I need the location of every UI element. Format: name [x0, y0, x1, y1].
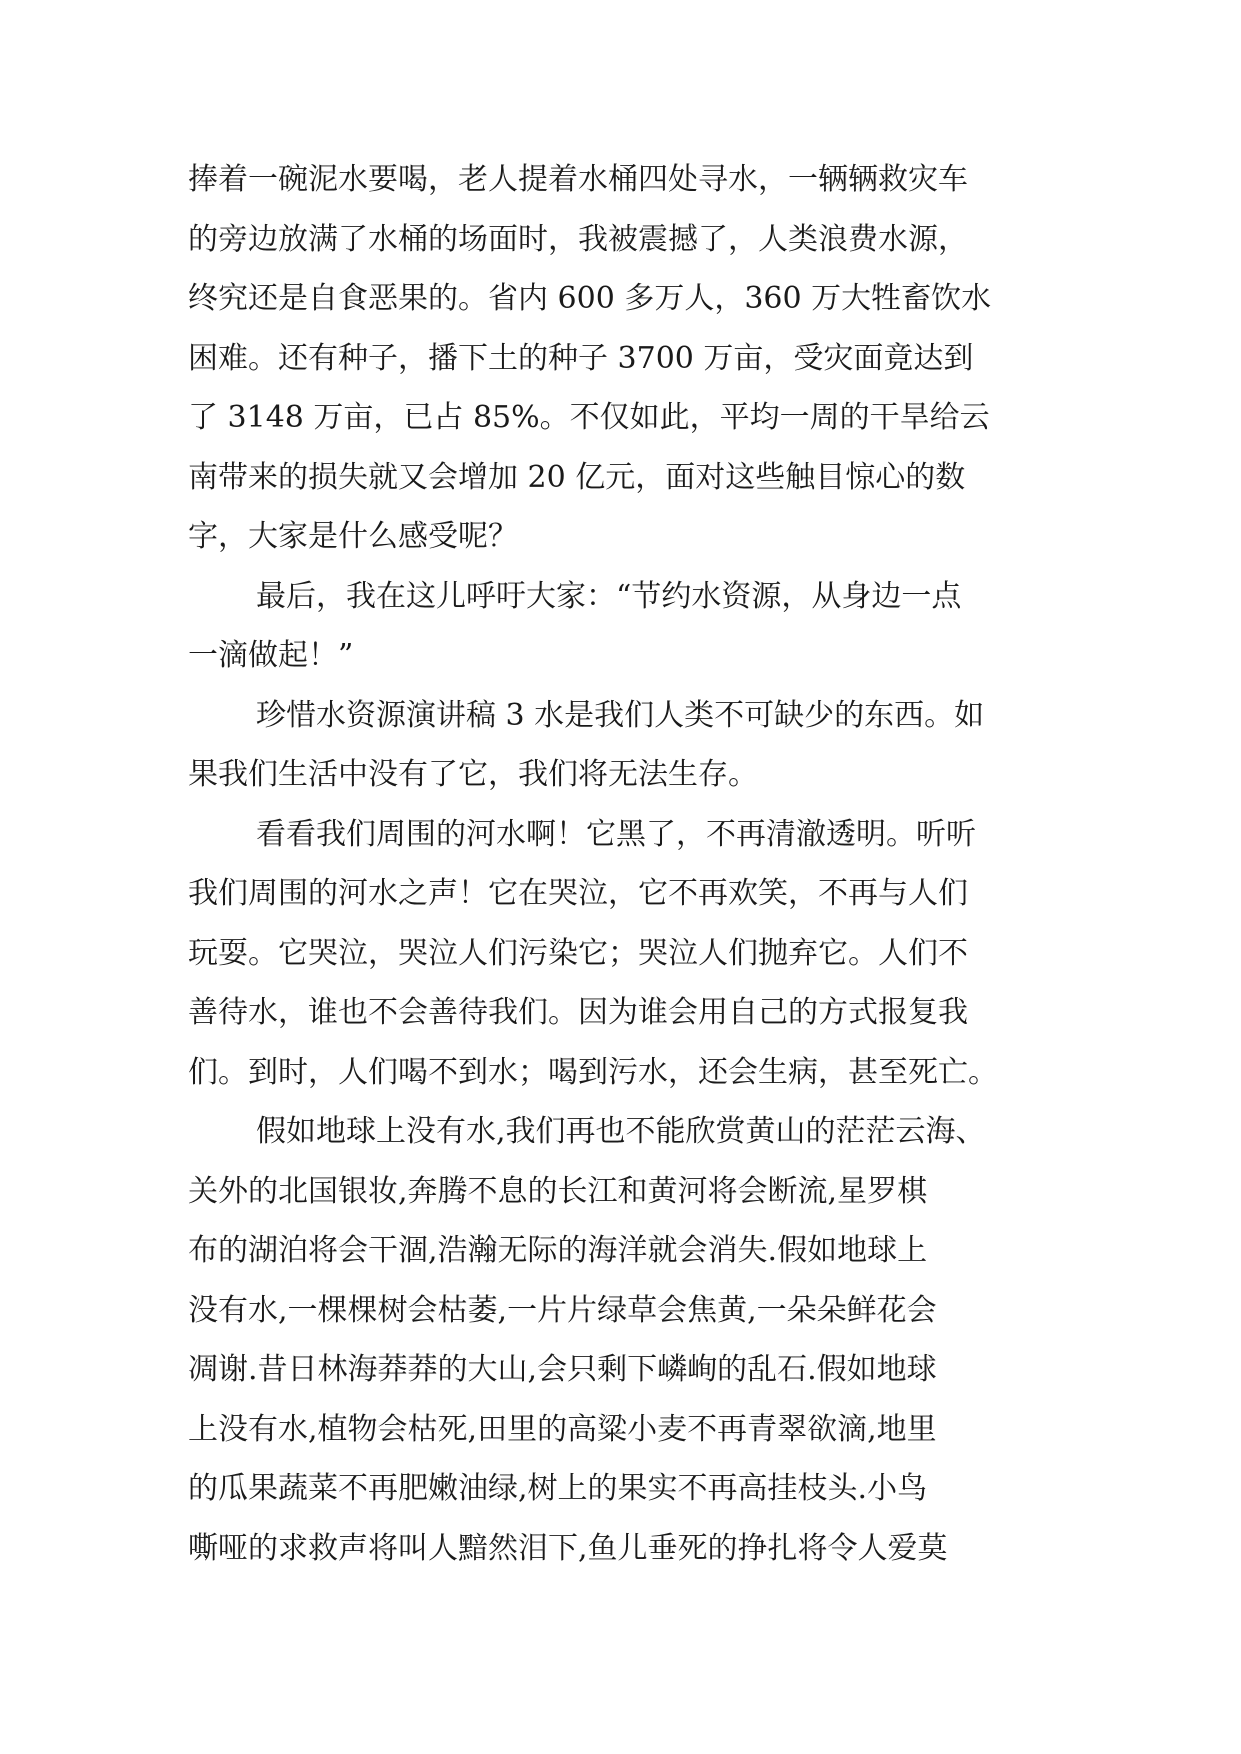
- text-line: 的旁边放满了水桶的场面时，我被震撼了，人类浪费水源，: [188, 221, 968, 257]
- text-line: 玩耍。它哭泣，哭泣人们污染它；哭泣人们抛弃它。人们不: [188, 935, 968, 971]
- text-line: 们。到时，人们喝不到水；喝到污水，还会生病，甚至死亡。: [188, 1054, 998, 1090]
- text-line: 捧着一碗泥水要喝，老人提着水桶四处寻水，一辆辆救灾车: [188, 162, 968, 197]
- text-line: 没有水,一棵棵树会枯萎,一片片绿草会焦黄,一朵朵鲜花会: [188, 1292, 937, 1328]
- text-line: 了 3148 万亩，已占 85%。不仅如此，平均一周的干旱给云: [188, 400, 990, 435]
- text-line: 布的湖泊将会干涸,浩瀚无际的海洋就会消失.假如地球上: [188, 1233, 928, 1268]
- text-line: 凋谢.昔日林海莽莽的大山,会只剩下嶙峋的乱石.假如地球: [188, 1352, 937, 1387]
- text-line: 关外的北国银妆,奔腾不息的长江和黄河将会断流,星罗棋: [188, 1173, 928, 1209]
- text-line: 困难。还有种子，播下土的种子 3700 万亩，受灾面竟达到: [188, 340, 974, 376]
- text-line: 一滴做起！”: [188, 638, 354, 673]
- text-line: 果我们生活中没有了它，我们将无法生存。: [188, 757, 758, 792]
- text-line: 看看我们周围的河水啊！它黑了，不再清澈透明。听听: [256, 816, 976, 852]
- text-line: 珍惜水资源演讲稿 3 水是我们人类不可缺少的东西。如: [256, 697, 985, 733]
- text-line: 的瓜果蔬菜不再肥嫩油绿,树上的果实不再高挂枝头.小鸟: [188, 1471, 928, 1506]
- body-text: [188, 150, 1068, 1578]
- text-line: 终究还是自食恶果的。省内 600 多万人，360 万大牲畜饮水: [188, 281, 992, 316]
- text-line: 假如地球上没有水,我们再也不能欣赏黄山的茫茫云海、: [256, 1114, 986, 1149]
- text-line: 字，大家是什么感受呢？: [188, 519, 518, 554]
- text-line: 上没有水,植物会枯死,田里的高粱小麦不再青翠欲滴,地里: [188, 1411, 937, 1447]
- text-line: 嘶哑的求救声将叫人黯然泪下,鱼儿垂死的挣扎将令人爱莫: [188, 1530, 948, 1566]
- text-line: 南带来的损失就又会增加 20 亿元，面对这些触目惊心的数: [188, 459, 966, 495]
- text-line: 最后，我在这儿呼吁大家：“节约水资源，从身边一点: [256, 578, 962, 614]
- text-line: 善待水，谁也不会善待我们。因为谁会用自己的方式报复我: [188, 995, 968, 1030]
- text-line: 我们周围的河水之声！它在哭泣，它不再欢笑，不再与人们: [188, 876, 968, 911]
